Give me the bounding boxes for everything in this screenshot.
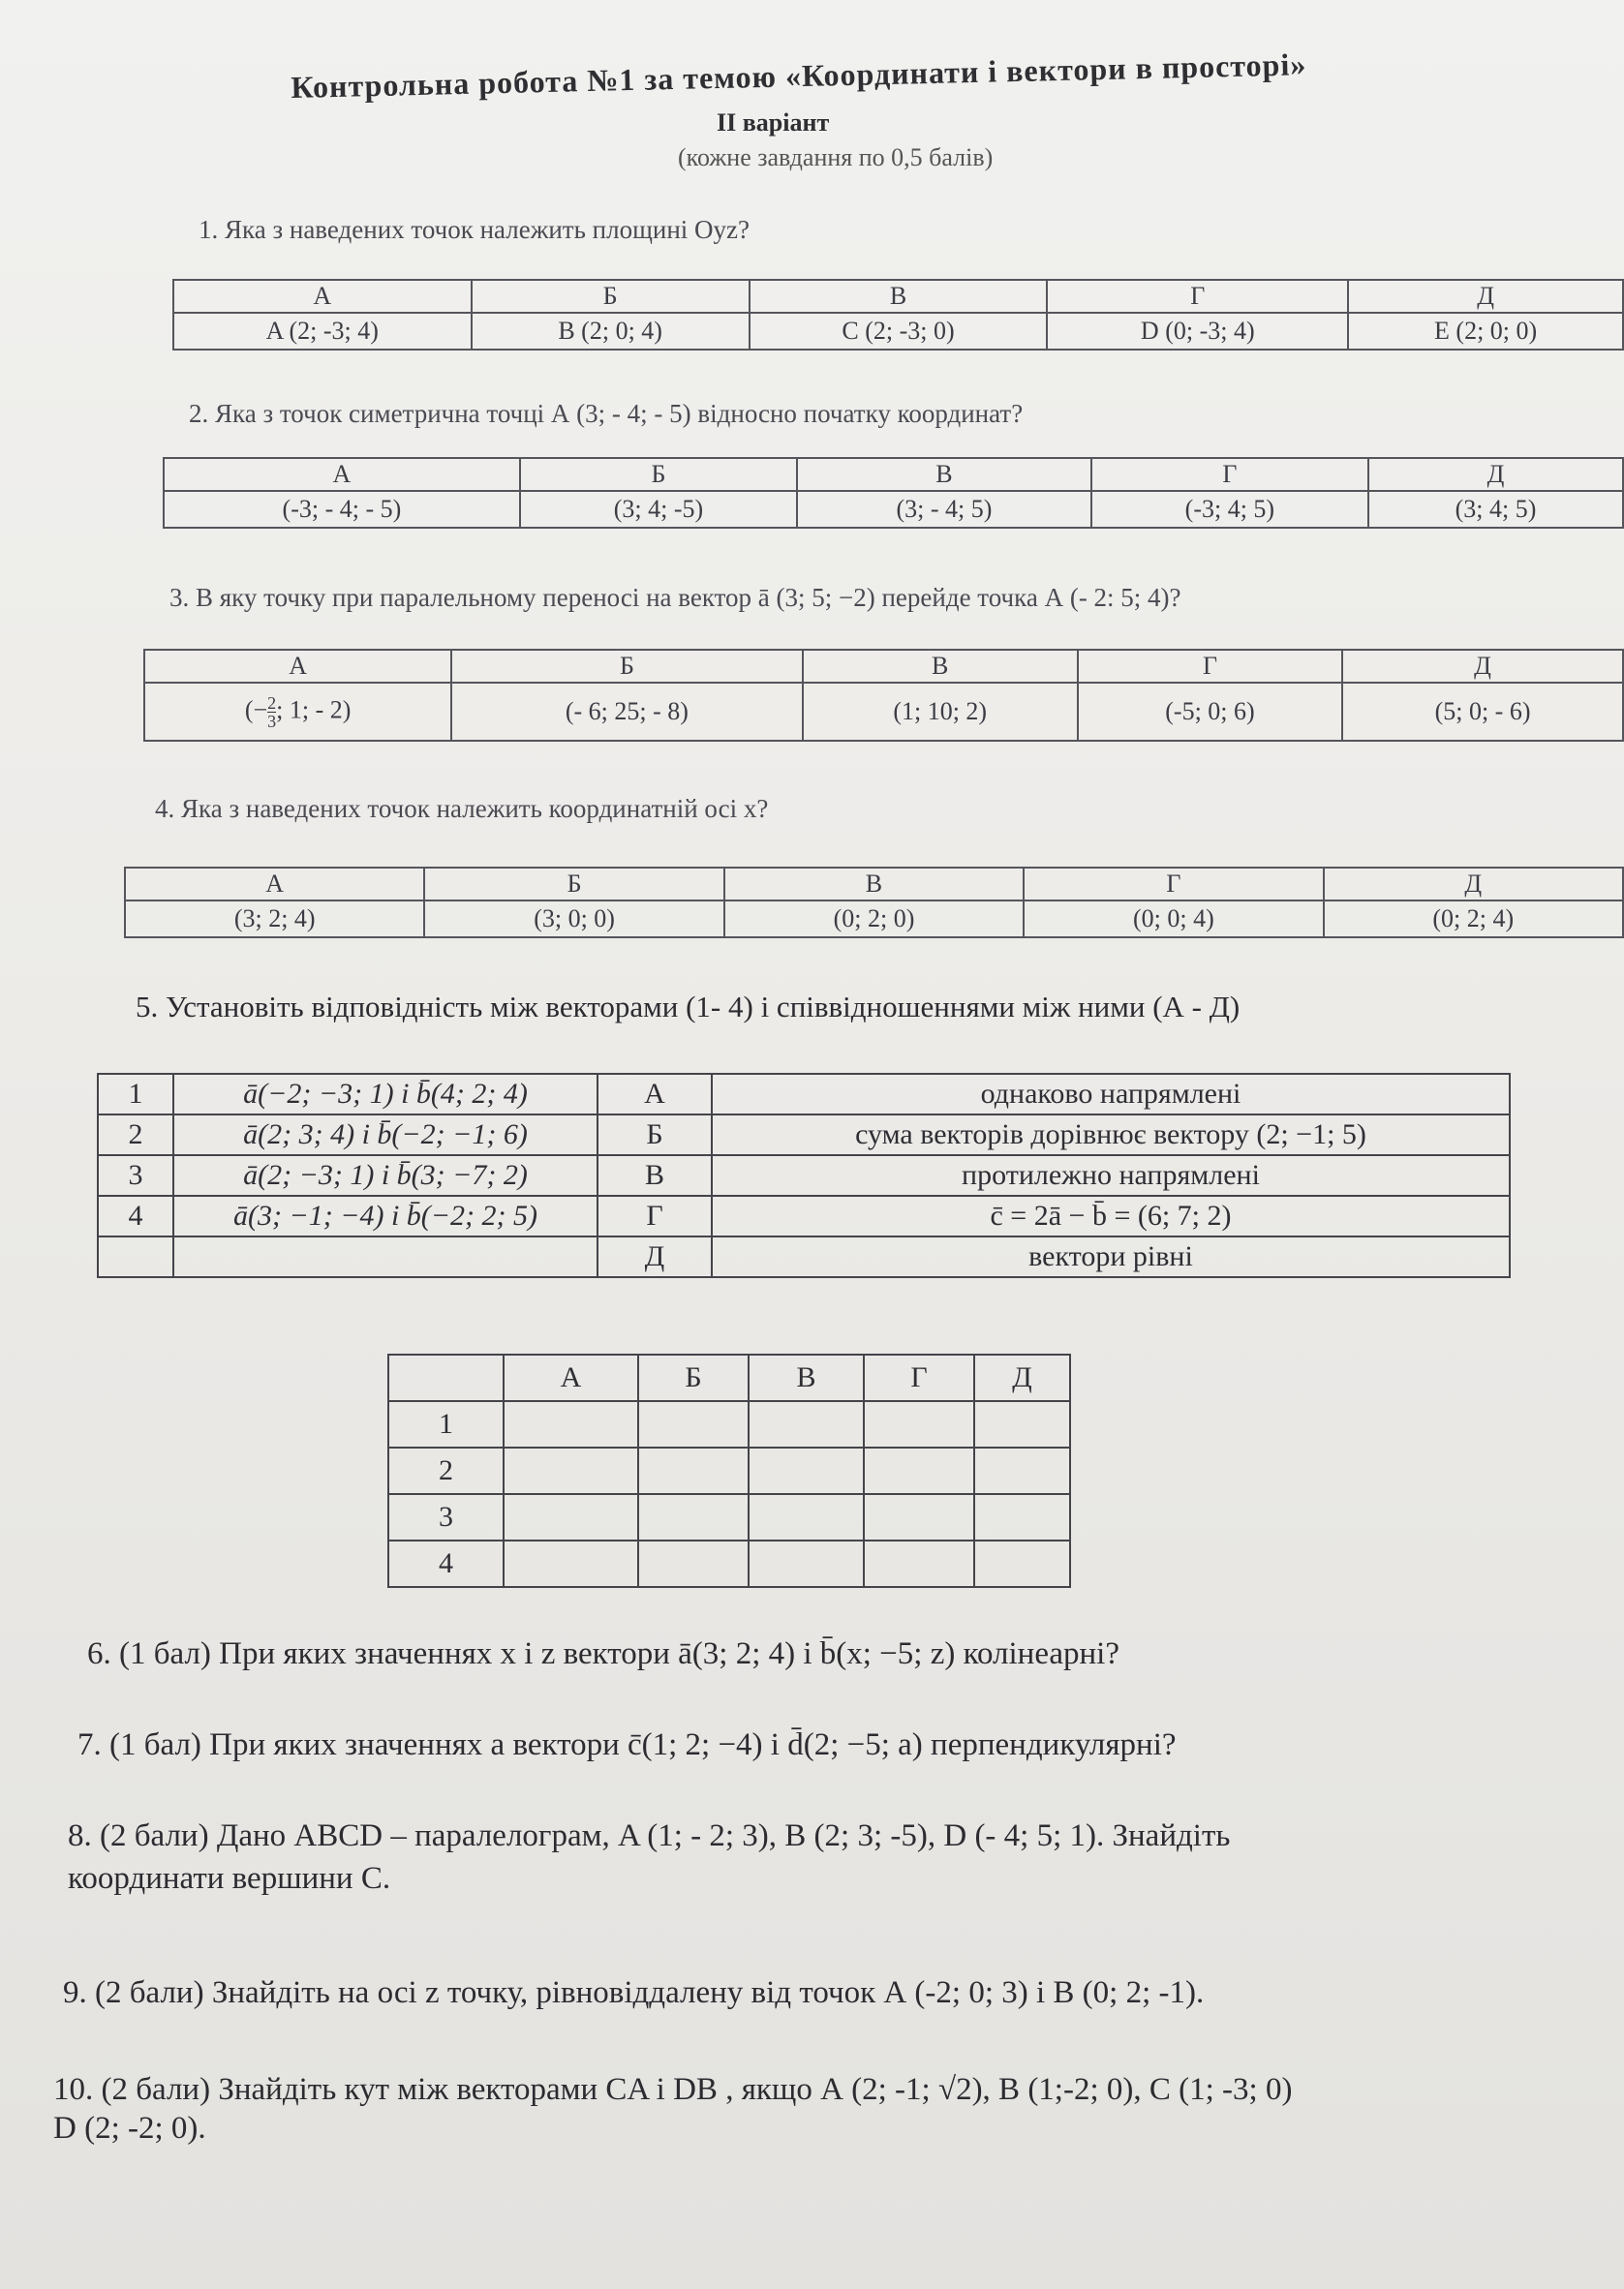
grid-row-label: 2 bbox=[388, 1448, 504, 1494]
option-label: А bbox=[164, 458, 520, 491]
relation-text: вектори рівні bbox=[712, 1236, 1510, 1277]
question-10-line-1: 10. (2 бали) Знайдіть кут між векторами CA і DB , якщо А (2; -1; √2), В (1;-2; 0), С (1; -3; 0) bbox=[53, 2072, 1293, 2107]
option-label: А bbox=[125, 868, 424, 900]
vector-pair: ā(3; −1; −4) і b̄(−2; 2; 5) bbox=[173, 1196, 598, 1236]
question-2: 2. Яка з точок симетрична точці А (3; - 4; - 5) відносно початку координат? bbox=[189, 399, 1024, 428]
answer-cell[interactable] bbox=[504, 1401, 638, 1448]
option-label: Б bbox=[520, 458, 797, 491]
option-label: Д bbox=[1368, 458, 1623, 491]
grid-header: В bbox=[749, 1355, 864, 1401]
vector-pair: ā(2; −3; 1) і b̄(3; −7; 2) bbox=[173, 1155, 598, 1196]
option-value: (3; 4; -5) bbox=[520, 491, 797, 528]
question-8-line-1: 8. (2 бали) Дано ABCD – паралелограм, A (1; - 2; 3), B (2; 3; -5), D (- 4; 5; 1). Знайдіть bbox=[68, 1818, 1231, 1853]
question-9: 9. (2 бали) Знайдіть на осі z точку, рівновіддалену від точок А (-2; 0; 3) і В (0; 2; -1). bbox=[63, 1975, 1205, 2010]
q2-options bbox=[163, 457, 1624, 529]
option-label: Б bbox=[451, 650, 802, 683]
option-value: (0; 2; 4) bbox=[1324, 900, 1623, 937]
relation-text: протилежно напрямлені bbox=[712, 1155, 1510, 1196]
fraction: $\frac{2}{3}$ bbox=[267, 692, 277, 731]
option-label: Б bbox=[472, 280, 750, 313]
answer-cell[interactable] bbox=[749, 1401, 864, 1448]
vector-pair: ā(−2; −3; 1) і b̄(4; 2; 4) bbox=[173, 1074, 598, 1114]
relation-letter: Б bbox=[598, 1114, 712, 1155]
answer-cell[interactable] bbox=[864, 1541, 974, 1587]
grid-row-label: 1 bbox=[388, 1401, 504, 1448]
answer-cell[interactable] bbox=[638, 1401, 749, 1448]
answer-cell[interactable] bbox=[504, 1494, 638, 1541]
q5-answer-grid bbox=[387, 1354, 1071, 1588]
option-label: В bbox=[797, 458, 1091, 491]
option-label: В bbox=[803, 650, 1078, 683]
option-label: Г bbox=[1078, 650, 1342, 683]
row-number: 4 bbox=[98, 1196, 173, 1236]
option-value: B (2; 0; 4) bbox=[472, 313, 750, 350]
answer-cell[interactable] bbox=[864, 1448, 974, 1494]
option-label: А bbox=[173, 280, 472, 313]
option-label: Г bbox=[1091, 458, 1368, 491]
option-value: (- 6; 25; - 8) bbox=[451, 683, 802, 741]
q4-options bbox=[124, 867, 1624, 938]
answer-cell[interactable] bbox=[864, 1401, 974, 1448]
option-value: (3; - 4; 5) bbox=[797, 491, 1091, 528]
relation-text: c̄ = 2ā − b̄ = (6; 7; 2) bbox=[712, 1196, 1510, 1236]
grid-row-label: 3 bbox=[388, 1494, 504, 1541]
row-number: 1 bbox=[98, 1074, 173, 1114]
question-8-line-2: координати вершини С. bbox=[68, 1861, 391, 1896]
grid-header: Г bbox=[864, 1355, 974, 1401]
answer-cell[interactable] bbox=[974, 1401, 1070, 1448]
question-3: 3. В яку точку при паралельному переносі на вектор ā (3; 5; −2) перейде точка А (- 2: 5; 4)? bbox=[169, 583, 1181, 612]
option-label: В bbox=[724, 868, 1024, 900]
q3-options bbox=[143, 649, 1624, 742]
answer-cell[interactable] bbox=[504, 1541, 638, 1587]
corner-cell bbox=[388, 1355, 504, 1401]
grid-row-label: 4 bbox=[388, 1541, 504, 1587]
option-label: Г bbox=[1047, 280, 1348, 313]
option-label: Д bbox=[1342, 650, 1623, 683]
answer-cell[interactable] bbox=[638, 1494, 749, 1541]
question-7: 7. (1 бал) При яких значеннях a вектори c̄(1; 2; −4) і d̄(2; −5; a) перпендикулярні? bbox=[77, 1727, 1177, 1762]
relation-text: однаково напрямлені bbox=[712, 1074, 1510, 1114]
option-value: (0; 0; 4) bbox=[1024, 900, 1323, 937]
answer-cell[interactable] bbox=[974, 1494, 1070, 1541]
answer-cell[interactable] bbox=[638, 1541, 749, 1587]
relation-letter: Г bbox=[598, 1196, 712, 1236]
option-label: Г bbox=[1024, 868, 1323, 900]
option-value: E (2; 0; 0) bbox=[1348, 313, 1623, 350]
option-value: (1; 10; 2) bbox=[803, 683, 1078, 741]
option-value: (-3; - 4; - 5) bbox=[164, 491, 520, 528]
page-title: Контрольна робота №1 за темою «Координати і вектори в просторі» bbox=[291, 46, 1307, 105]
points-note: (кожне завдання по 0,5 балів) bbox=[678, 143, 994, 171]
option-value-fraction: (− $\frac{2}{3}$ ; 1; - 2) bbox=[144, 683, 451, 741]
answer-cell[interactable] bbox=[974, 1541, 1070, 1587]
question-1: 1. Яка з наведених точок належить площині Oyz? bbox=[199, 215, 751, 244]
q5-matching-table bbox=[97, 1073, 1511, 1278]
relation-letter: Д bbox=[598, 1236, 712, 1277]
question-5: 5. Установіть відповідність між векторами (1- 4) і співвідношеннями між ними (А - Д) bbox=[136, 990, 1241, 1023]
question-6: 6. (1 бал) При яких значеннях x і z вектори ā(3; 2; 4) і b̄(x; −5; z) колінеарні? bbox=[87, 1636, 1119, 1671]
option-label: Д bbox=[1324, 868, 1623, 900]
grid-header: Д bbox=[974, 1355, 1070, 1401]
grid-header: Б bbox=[638, 1355, 749, 1401]
option-label: Б bbox=[424, 868, 723, 900]
q1-options bbox=[172, 279, 1624, 351]
answer-cell[interactable] bbox=[504, 1448, 638, 1494]
row-number bbox=[98, 1236, 173, 1277]
option-value: A (2; -3; 4) bbox=[173, 313, 472, 350]
option-value: (-5; 0; 6) bbox=[1078, 683, 1342, 741]
option-value: C (2; -3; 0) bbox=[750, 313, 1048, 350]
option-label: А bbox=[144, 650, 451, 683]
option-value: (5; 0; - 6) bbox=[1342, 683, 1623, 741]
answer-cell[interactable] bbox=[974, 1448, 1070, 1494]
answer-cell[interactable] bbox=[864, 1494, 974, 1541]
row-number: 3 bbox=[98, 1155, 173, 1196]
answer-cell[interactable] bbox=[749, 1541, 864, 1587]
answer-cell[interactable] bbox=[638, 1448, 749, 1494]
option-value: (3; 0; 0) bbox=[424, 900, 723, 937]
variant-label: ІІ варіант bbox=[717, 108, 830, 137]
vector-pair bbox=[173, 1236, 598, 1277]
question-10-line-2: D (2; -2; 0). bbox=[53, 2111, 206, 2146]
row-number: 2 bbox=[98, 1114, 173, 1155]
option-label: Д bbox=[1348, 280, 1623, 313]
option-value: (-3; 4; 5) bbox=[1091, 491, 1368, 528]
option-value: (3; 4; 5) bbox=[1368, 491, 1623, 528]
grid-header: А bbox=[504, 1355, 638, 1401]
option-value: (3; 2; 4) bbox=[125, 900, 424, 937]
option-value: (0; 2; 0) bbox=[724, 900, 1024, 937]
answer-cell[interactable] bbox=[749, 1448, 864, 1494]
answer-cell[interactable] bbox=[749, 1494, 864, 1541]
relation-text: сума векторів дорівнює вектору (2; −1; 5) bbox=[712, 1114, 1510, 1155]
option-value: D (0; -3; 4) bbox=[1047, 313, 1348, 350]
option-label: В bbox=[750, 280, 1048, 313]
question-4: 4. Яка з наведених точок належить координатній осі x? bbox=[155, 794, 769, 823]
relation-letter: В bbox=[598, 1155, 712, 1196]
relation-letter: А bbox=[598, 1074, 712, 1114]
vector-pair: ā(2; 3; 4) і b̄(−2; −1; 6) bbox=[173, 1114, 598, 1155]
